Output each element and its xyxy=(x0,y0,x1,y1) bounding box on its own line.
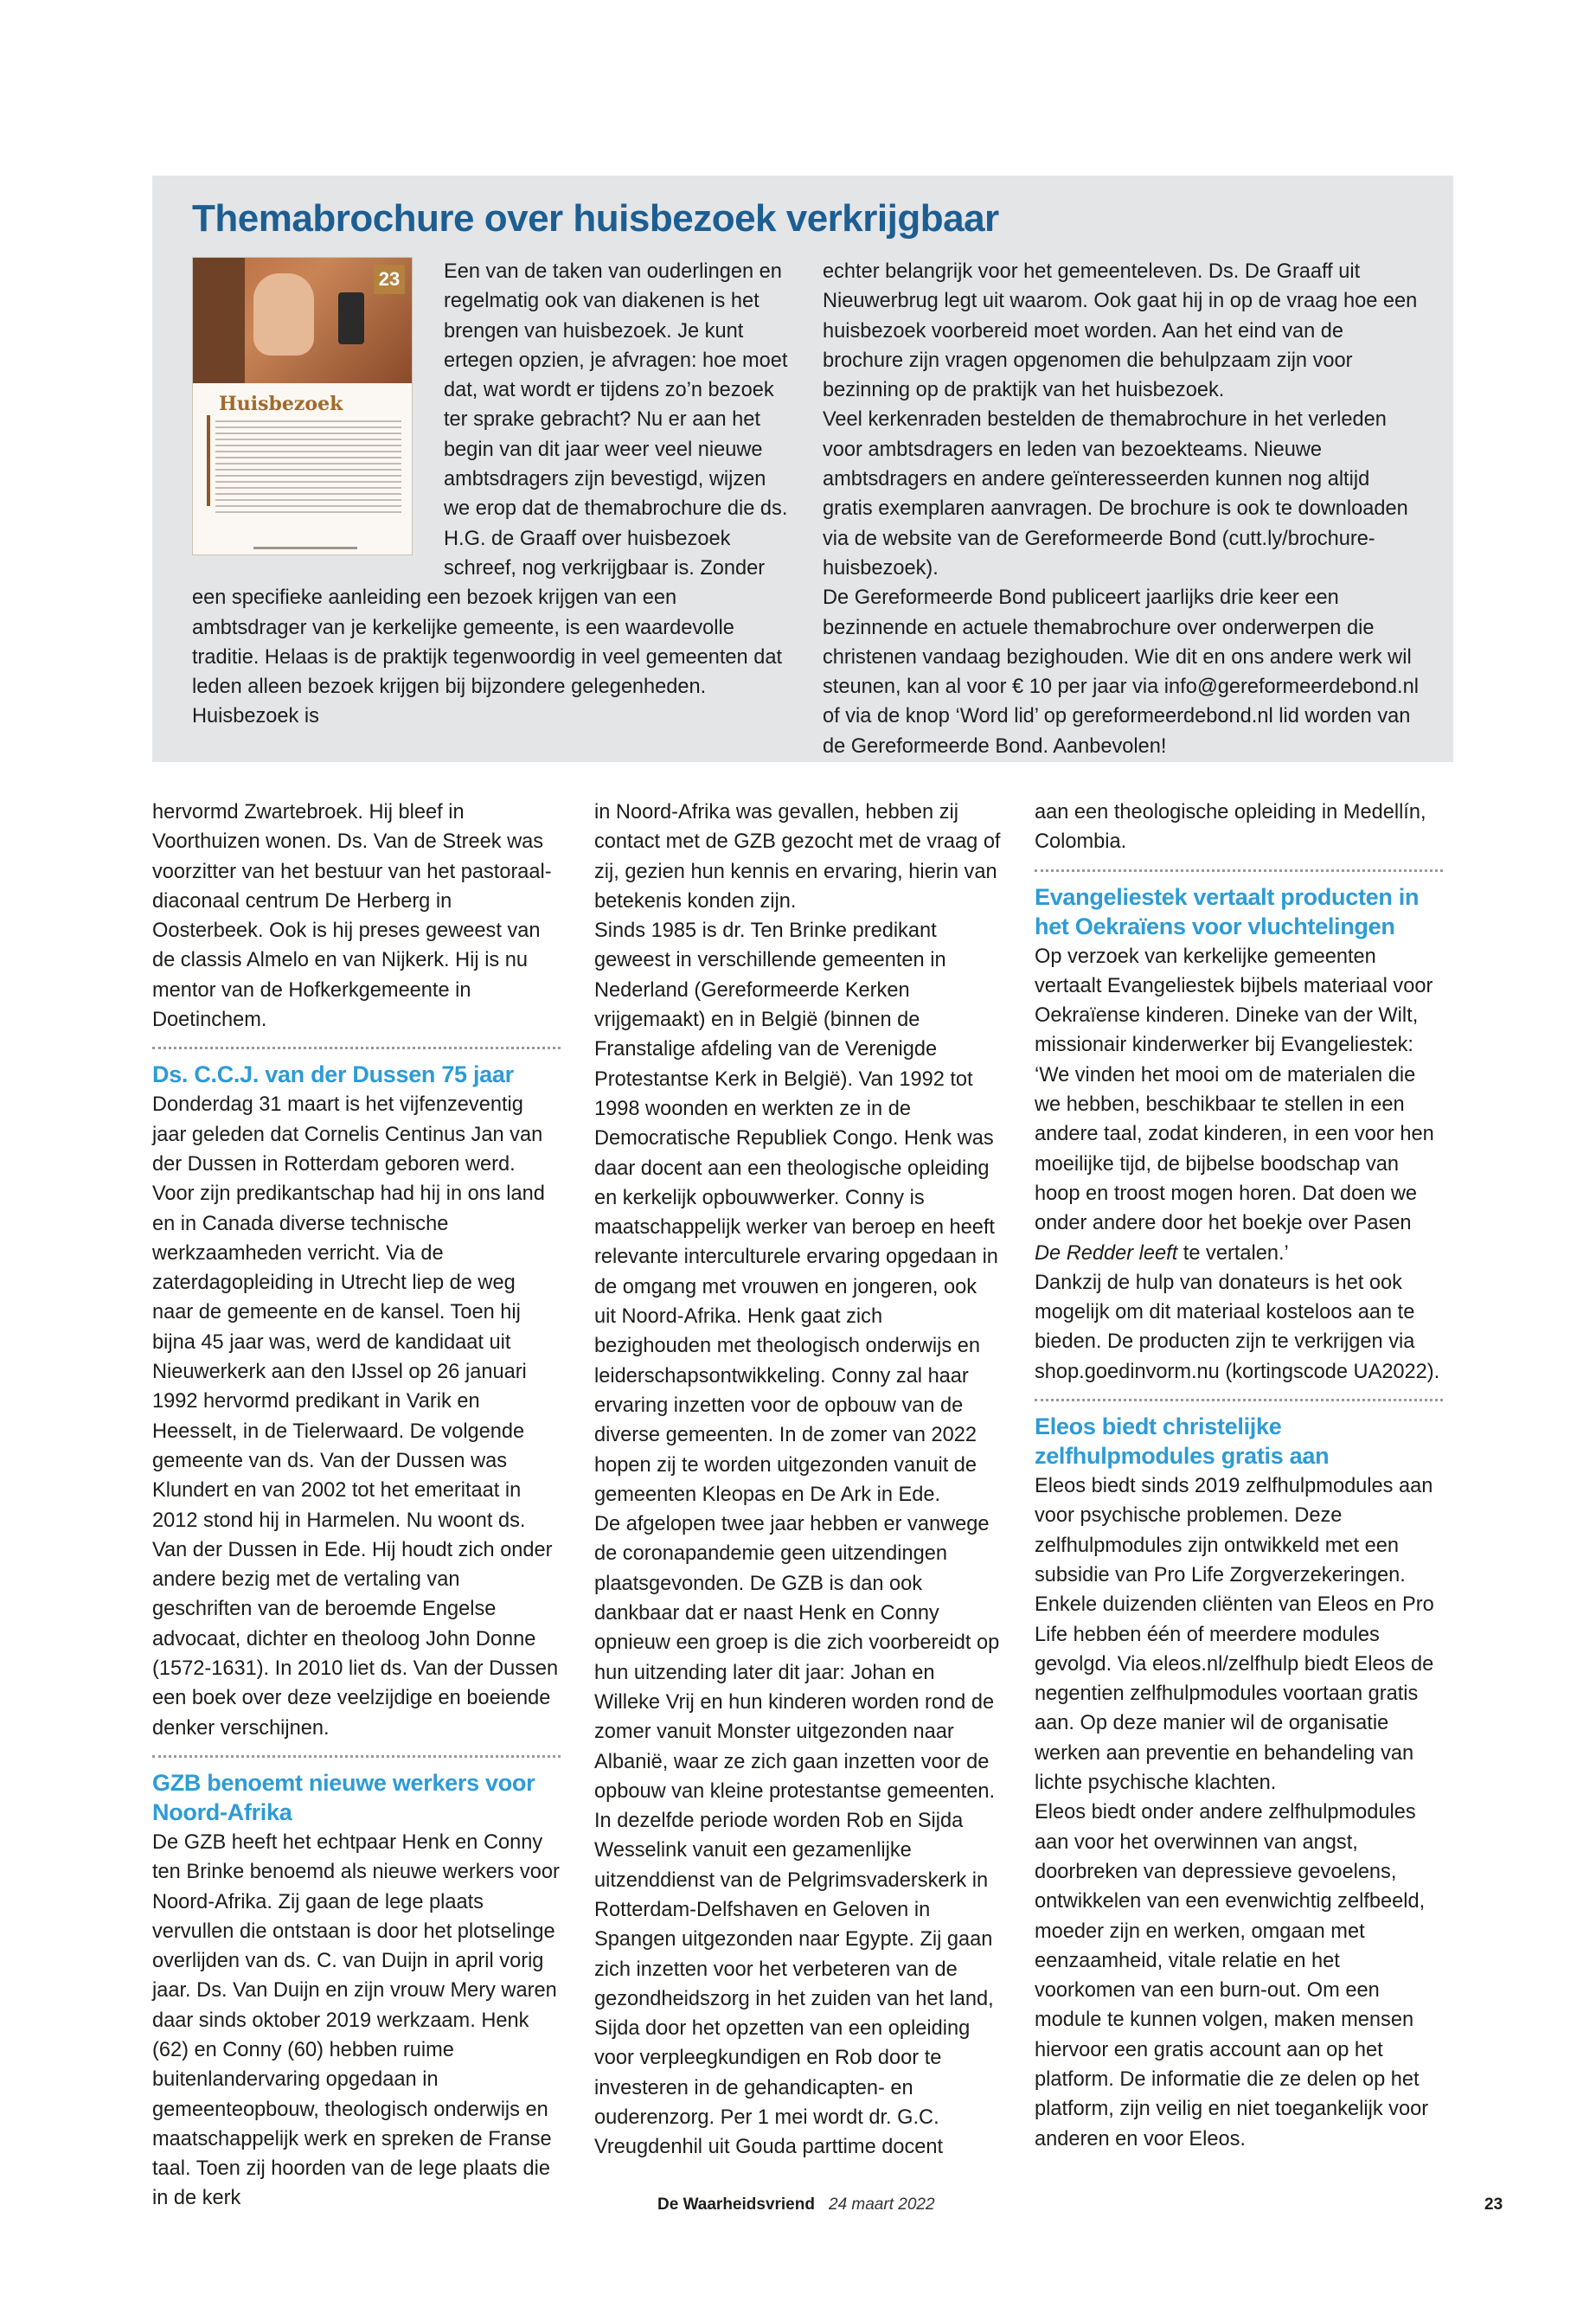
column-2 xyxy=(594,798,1003,2163)
article-heading-dussen: Ds. C.C.J. van der Dussen 75 jaar xyxy=(152,1061,514,1088)
article-paragraph: hervormd Zwartebroek. Hij bleef in Voorthuizen wonen. Ds. Van de Streek was voorzitter van het bestuur van het pastoraal-diaconaal centrum De Herberg in Oosterbeek. Ook is hij preses geweest van de classis Almelo en van Nijkerk. Hij is nu mentor van de Hofkerkgemeente in Doetinchem. xyxy=(152,801,552,1032)
article-paragraph: De GZB heeft het echtpaar Henk en Conny ten Brinke benoemd als nieuwe werkers voor Noord-Afrika. Zij gaan de lege plaats vervullen die ontstaan is door het plotselinge overlijden van ds. C. van Duijn in april vorig jaar. Ds. Van Duijn en zijn vrouw Mery waren daar sinds oktober 2019 werkzaam. Henk (62) en Conny (60) hebben ruime buitenlandervaring opgedaan in gemeenteopbouw, theologisch onderwijs en maatschappelijk werk en spreken de Franse taal. Toen zij hoorden van de lege plaats die in de kerk xyxy=(152,1830,560,2210)
box-left-column xyxy=(192,257,789,732)
article-paragraph: Eleos biedt sinds 2019 zelfhulpmodules aan voor psychische problemen. Deze zelfhulpmodules zijn ontwikkeld met een subsidie van Pro Life Zorgverzekeringen. Enkele duizenden cliënten van Eleos en Pro Life hebben één of meerdere modules gevolgd. Via eleos.nl/zelfhulp biedt Eleos de negentien zelfhulpmodules voortaan gratis aan. Op deze manier wil de organisatie werken aan preventie en behandeling van lichte psychische klachten. xyxy=(1035,1475,1434,1795)
article-paragraph: aan een theologische opleiding in Medellín, Colombia. xyxy=(1035,801,1426,854)
article-paragraph: Op verzoek van kerkelijke gemeenten vertaalt Evangeliestek bijbels materiaal voor Oekraïense kinderen. Dineke van der Wilt, missionair kinderwerker bij Evangeliestek: ‘We vinden het mooi om de materialen die we hebben, beschikbaar te stellen in een andere taal, zodat kinderen, in een voor hen moeilijke tijd, de bijbelse boodschap van hoop en troost mogen horen. Dat doen we onder andere door het boekje over Pasen De Redder leeft te vertalen.’ xyxy=(1035,945,1434,1265)
article-heading-eleos: Eleos biedt christelijke zelfhulpmodules gratis aan xyxy=(1035,1413,1330,1470)
article-paragraph: Eleos biedt onder andere zelfhulpmodules aan voor het overwinnen van angst, doorbreken van depressieve gevoelens, ontwikkelen van een evenwichtig zelfbeeld, moeder zijn en werken, omgaan met eenzaamheid, vitale relatie en het voorkomen van een burn-out. Om een module te kunnen volgen, maken mensen hiervoor een gratis account aan op het platform. De informatie die ze delen op het platform, zijn veilig en niet toegankelijk voor anderen en voor Eleos. xyxy=(1035,1801,1429,2150)
box-paragraph: echter belangrijk voor het gemeenteleven. Ds. De Graaff uit Nieuwerbrug legt uit waarom. Ook gaat hij in op de vraag hoe een huisbezoek voorbereid moet worden. Aan het eind van de brochure zijn vragen opgenomen die behulpzaam zijn voor bezinning op de praktijk van het huisbezoek. xyxy=(823,260,1418,402)
dotted-divider xyxy=(1035,869,1443,872)
brochure-cover-image xyxy=(192,257,413,555)
article-heading-evangeliestek: Evangeliestek vertaalt producten in het Oekraïens voor vluchtelingen xyxy=(1035,883,1420,939)
issue-date: 24 maart 2022 xyxy=(829,2195,935,2214)
article-paragraph: De afgelopen twee jaar hebben er vanwege de coronapandemie geen uitzendingen plaatsgevonden. De GZB is dan ook dankbaar dat er naast Henk en Conny opnieuw een groep is die zich voorbereidt op hun uitzending later dit jaar: Johan en Willeke Vrij en hun kinderen worden rond de zomer vanuit Monster uitgezonden naar Albanië, waar ze zich gaan inzetten voor de opbouw van kleine protestantse gemeenten. In dezelfde periode worden Rob en Sijda Wesselink vanuit een gezamenlijke uitzenddienst van de Pelgrimsvaderskerk in Rotterdam-Delfshaven en Geloven in Spangen uitgezonden naar Egypte. Zij gaan zich inzetten voor het verbeteren van de gezondheidszorg in het zuiden van het land, Sijda door het opzetten van een opleiding voor verpleegkundigen en Rob door te investeren in de gehandicapten- en ouderenzorg. Per 1 mei wordt dr. G.C. Vreugdenhil uit Gouda parttime docent xyxy=(594,1513,1000,2159)
article-paragraph: in Noord-Afrika was gevallen, hebben zij contact met de GZB gezocht met de vraag of zij, gezien hun kennis en ervaring, hierin van betekenis konden zijn. xyxy=(594,801,1001,913)
page-footer xyxy=(0,2192,1596,2218)
article-paragraph: Dankzij de hulp van donateurs is het ook mogelijk om dit materiaal kosteloos aan te bieden. De producten zijn te verkrijgen via shop.goedinvorm.nu (kortingscode UA2022). xyxy=(1035,1271,1440,1383)
doorbell-photo xyxy=(193,258,412,383)
box-right-column xyxy=(823,257,1420,761)
page-number: 23 xyxy=(1484,2195,1503,2214)
cover-number: 23 xyxy=(374,265,405,294)
article-paragraph: Donderdag 31 maart is het vijfenzeventig jaar geleden dat Cornelis Centinus Jan van der Dussen in Rotterdam geboren werd. Voor zijn predikantschap had hij in ons land en in Canada diverse technische werkzaamheden verricht. Via de zaterdagopleiding in Utrecht liep de weg naar de gemeente en de kansel. Toen hij bijna 45 jaar was, werd de kandidaat uit Nieuwerkerk aan den IJssel op 26 januari 1992 hervormd predikant in Varik en Heesselt, in de Tielerwaard. De volgende gemeente van ds. Van der Dussen was Klundert en van 2002 tot het emeritaat in 2012 stond hij in Harmelen. Nu woont ds. Van der Dussen in Ede. Hij houdt zich onder andere bezig met de vertaling van geschriften van de beroemde Engelse advocaat, dichter en theoloog John Donne (1572-1631). In 2010 liet ds. Van der Dussen een boek over deze veelzijdige en boeiende denker verschijnen. xyxy=(152,1093,559,1740)
box-intro-paragraph: Een van de taken van ouderlingen en regelmatig ook van diakenen is het brengen van huisbezoek. Je kunt ertegen opzien, je afvragen: hoe moet dat, wat wordt er tijdens zo’n bezoek ter sprake gebracht? Nu er aan het begin van dit jaar weer veel nieuwe ambtsdragers zijn bevestigd, wijzen we erop dat de themabrochure die ds. H.G. de Graaff over huisbezoek schreef, nog verkrijgbaar is. Zonder een specifieke aanleiding een bezoek krijgen van een ambtsdrager van je kerkelijke gemeente, is een waardevolle traditie. Helaas is de praktijk tegenwoordig in veel gemeenten dat leden alleen bezoek krijgen bij bijzondere gelegenheden. Huisbezoek is xyxy=(192,260,788,728)
column-1 xyxy=(152,798,561,2214)
cover-heading: Huisbezoek xyxy=(219,393,343,415)
publication-name: De Waarheidsvriend xyxy=(657,2195,815,2214)
box-title: Themabrochure over huisbezoek verkrijgbaar xyxy=(192,197,999,240)
box-paragraph: De Gereformeerde Bond publiceert jaarlijks drie keer een bezinnende en actuele themabrochure over onderwerpen die christenen vandaag bezighouden. Wie dit en ons andere werk wil steunen, kan al voor € 10 per jaar via info@gereformeerdebond.nl of via de knop ‘Word lid’ op gereformeerdebond.nl lid worden van de Gereformeerde Bond. Aanbevolen! xyxy=(823,586,1419,758)
column-3 xyxy=(1035,798,1443,2154)
cover-text-lines xyxy=(215,420,401,516)
hand-shape xyxy=(253,273,314,356)
dotted-divider xyxy=(1035,1399,1443,1401)
dotted-divider xyxy=(152,1047,561,1049)
doorbell-icon xyxy=(338,292,364,344)
box-paragraph: Veel kerkenraden bestelden de themabrochure in het verleden voor ambtsdragers en leden van bezoekteams. Nieuwe ambtsdragers en andere geïnteresseerden kunnen nog altijd gratis exemplaren aanvragen. De brochure is ook te downloaden via de website van de Gereformeerde Bond (cutt.ly/brochure-huisbezoek). xyxy=(823,408,1408,580)
highlight-box xyxy=(152,176,1453,762)
article-heading-gzb: GZB benoemt nieuwe werkers voor Noord-Afrika xyxy=(152,1769,535,1825)
dotted-divider xyxy=(152,1755,561,1758)
article-paragraph: Sinds 1985 is dr. Ten Brinke predikant geweest in verschillende gemeenten in Nederland (Gereformeerde Kerken vrijgemaakt) en in België (binnen de Franstalige afdeling van de Verenigde Protestantse Kerk in België). Van 1992 tot 1998 woonden en werkten ze in de Democratische Republiek Congo. Henk was daar docent aan een theologische opleiding en kerkelijk opbouwwerker. Conny is maatschappelijk werker van beroep en heeft relevante interculturele ervaring opgedaan in de omgang met vrouwen en jongeren, ook uit Noord-Afrika. Henk gaat zich bezighouden met theologisch onderwijs en leiderschapsontwikkeling. Conny zal haar ervaring inzetten voor de opbouw van de diverse gemeenten. In de zomer van 2022 hopen zij te worden uitgezonden vanuit de gemeenten Kleopas en De Ark in Ede. xyxy=(594,920,998,1506)
book-title: De Redder leeft xyxy=(1035,1241,1178,1265)
